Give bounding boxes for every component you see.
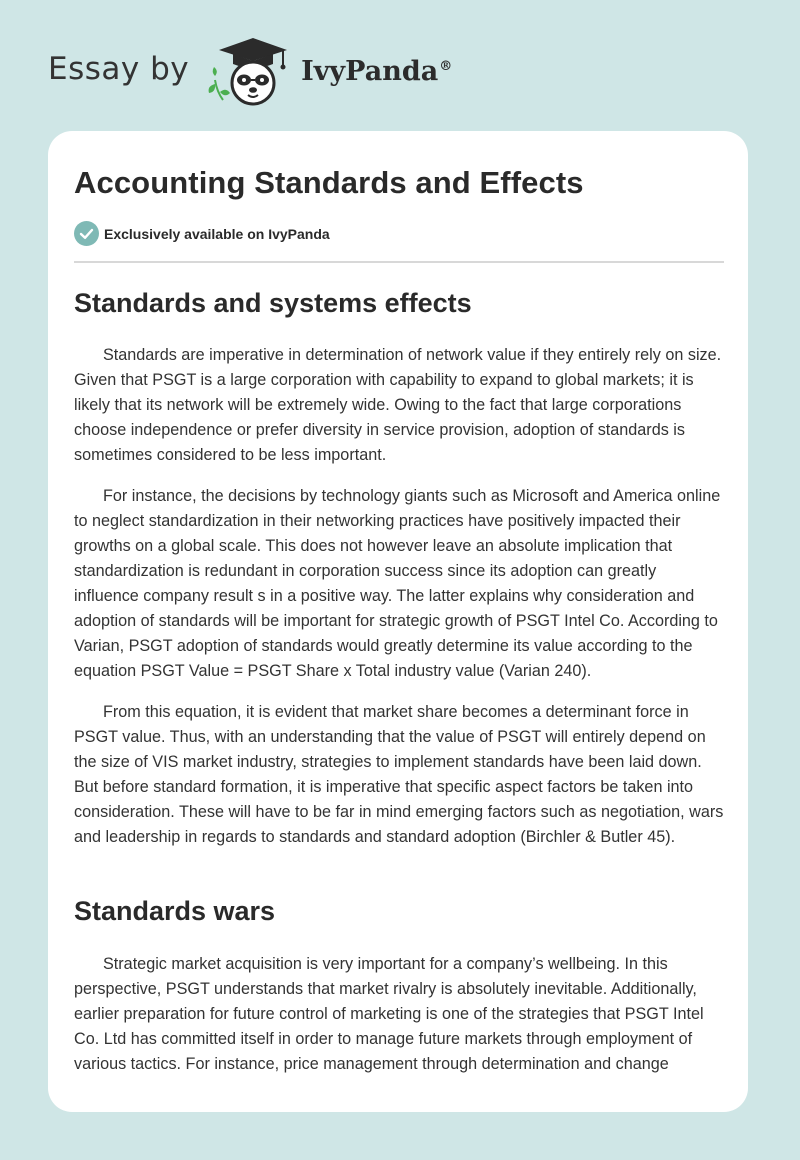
badge-label: Exclusively available on IvyPanda [104, 225, 330, 242]
exclusive-badge [74, 221, 330, 246]
site-brand[interactable] [48, 36, 452, 108]
section-heading: Standards and systems effects [74, 288, 472, 318]
page-title: Accounting Standards and Effects [74, 165, 584, 200]
section-heading: Standards wars [74, 896, 276, 926]
paragraph: For instance, the decisions by technology giants such as Microsoft and America online to neglect standardization in their networking practices have positively impacted their growths on a global scale. This does not however leave an absolute implication that standardization is redundant in corporation success since its adoption can greatly influence company result s in a positive way. The latter explains why consideration and adoption of standards will be important for strategic growth of PSGT Intel Co. According to Varian, PSGT adoption of standards would greatly determine its value according to the equation PSGT Value = PSGT Share x Total industry value (Varian 240). [74, 487, 721, 680]
essay-card [48, 131, 748, 1112]
paragraph: Strategic market acquisition is very important for a company’s wellbeing. In this perspective, PSGT understands that market rivalry is absolutely inevitable. Additionally, earlier preparation for future control of marketing is one of the strategies that PSGT Intel Co. Ltd has committed itself in order to manage future markets through employment of various tactics. For instance, price management through determination and change [74, 955, 704, 1073]
brand-name: IvyPanda® [301, 55, 453, 87]
check-circle-icon [74, 221, 99, 246]
paragraph: From this equation, it is evident that market share becomes a determinant force in PSGT value. Thus, with an understanding that the value of PSGT will entirely depend on the size of VIS market industry, strategies to implement standards have been laid down. But before standard formation, it is imperative that specific aspect factors be taken into consideration. These will have to be far in mind emerging factors such as negotiation, wars and leadership in regards to standards and standard adoption (Birchler & Butler 45). [74, 703, 724, 846]
registered-mark: ® [439, 58, 453, 74]
panda-graduate-logo-icon [203, 36, 299, 108]
brand-prefix: Essay by [48, 51, 190, 87]
title-divider [74, 261, 724, 263]
paragraph: Standards are imperative in determination of network value if they entirely rely on size. Given that PSGT is a large corporation with capability to expand to global markets; it is likely that its network will be extremely wide. Owing to the fact that large corporations choose independence or prefer diversity in service provision, adoption of standards is sometimes considered to be less important. [74, 346, 722, 464]
